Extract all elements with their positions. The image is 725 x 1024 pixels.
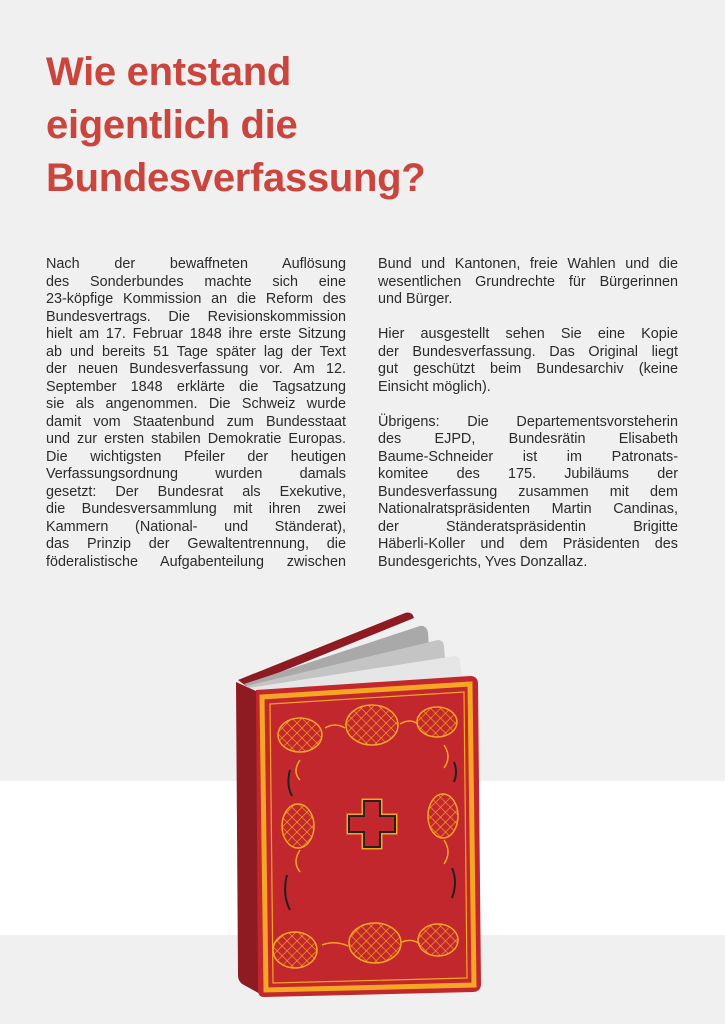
- text-line: gut geschützt beim Bundesarchiv (keine: [378, 361, 678, 377]
- text-line: Verfassungsordnung wurden damals: [46, 466, 346, 482]
- paragraph-gap: [378, 309, 678, 327]
- text-line: Kammern (National- und Ständerat),: [46, 518, 346, 535]
- text-line: der Bundesverfassung. Das Original liegt: [378, 343, 678, 360]
- text-line: damit vom Staatenbund zum Bundesstaat: [46, 413, 346, 430]
- text-line: der neuen Bundesverfassung vor. Am 12.: [46, 361, 346, 377]
- text-line: 23-köpfige Kommission an die Reform des: [46, 291, 346, 307]
- left-text-column: [46, 256, 346, 571]
- text-line: ab und bereits 51 Tage später lag der Text: [46, 343, 346, 360]
- text-line: Die wichtigsten Pfeiler der heutigen: [46, 448, 346, 465]
- book-with-swiss-cross-icon: [225, 605, 485, 1005]
- text-line: September 1848 erklärte die Tagsatzung: [46, 378, 346, 395]
- title-line: Wie entstand: [46, 50, 291, 94]
- text-line: des Sonderbundes machte sich eine: [46, 273, 346, 290]
- text-line: Bundesgerichts, Yves Donzallaz.: [378, 553, 588, 570]
- text-line: Hier ausgestellt sehen Sie eine Kopie: [378, 326, 678, 342]
- text-line: das Prinzip der Gewaltentrennung, die: [46, 536, 346, 552]
- text-line: sie als angenommen. Die Schweiz wurde: [46, 396, 346, 412]
- text-line: und Bürger.: [378, 291, 453, 307]
- text-line: Bundesvertrags. Die Revisionskommission: [46, 308, 346, 325]
- text-line: und zur ersten stabilen Demokratie Europas.: [46, 431, 346, 447]
- text-line: gesetzt: Der Bundesrat als Exekutive,: [46, 483, 346, 500]
- text-line: Übrigens: Die Departementsvorsteherin: [378, 413, 678, 430]
- text-line: Bund und Kantonen, freie Wahlen und die: [378, 256, 678, 272]
- text-line: wesentlichen Grundrechte für Bürgerinnen: [378, 273, 678, 290]
- text-line: der Ständeratspräsidentin Brigitte: [378, 518, 678, 535]
- text-line: hielt am 17. Februar 1848 ihre erste Sitzung: [46, 326, 346, 342]
- text-line: Baume-Schneider ist im Patronats-: [378, 448, 678, 465]
- text-line: die Bundesversammlung mit ihren zwei: [46, 501, 346, 517]
- text-line: des EJPD, Bundesrätin Elisabeth: [378, 431, 678, 447]
- text-line: Nationalratspräsidenten Martin Candinas,: [378, 501, 678, 517]
- paragraph-gap: [378, 396, 678, 414]
- text-line: föderalistische Aufgabenteilung zwischen: [46, 553, 346, 570]
- title-line: Bundesverfassung?: [46, 156, 426, 200]
- text-line: Bundesverfassung zusammen mit dem: [378, 483, 678, 500]
- text-line: Einsicht möglich).: [378, 378, 491, 395]
- right-text-column: [378, 256, 678, 571]
- text-line: komitee des 175. Jubiläums der: [378, 466, 678, 482]
- text-line: Häberli-Koller und dem Präsidenten des: [378, 536, 678, 552]
- title-line: eigentlich die: [46, 103, 298, 147]
- page-title: [46, 46, 425, 205]
- text-line: Nach der bewaffneten Auflösung: [46, 256, 346, 272]
